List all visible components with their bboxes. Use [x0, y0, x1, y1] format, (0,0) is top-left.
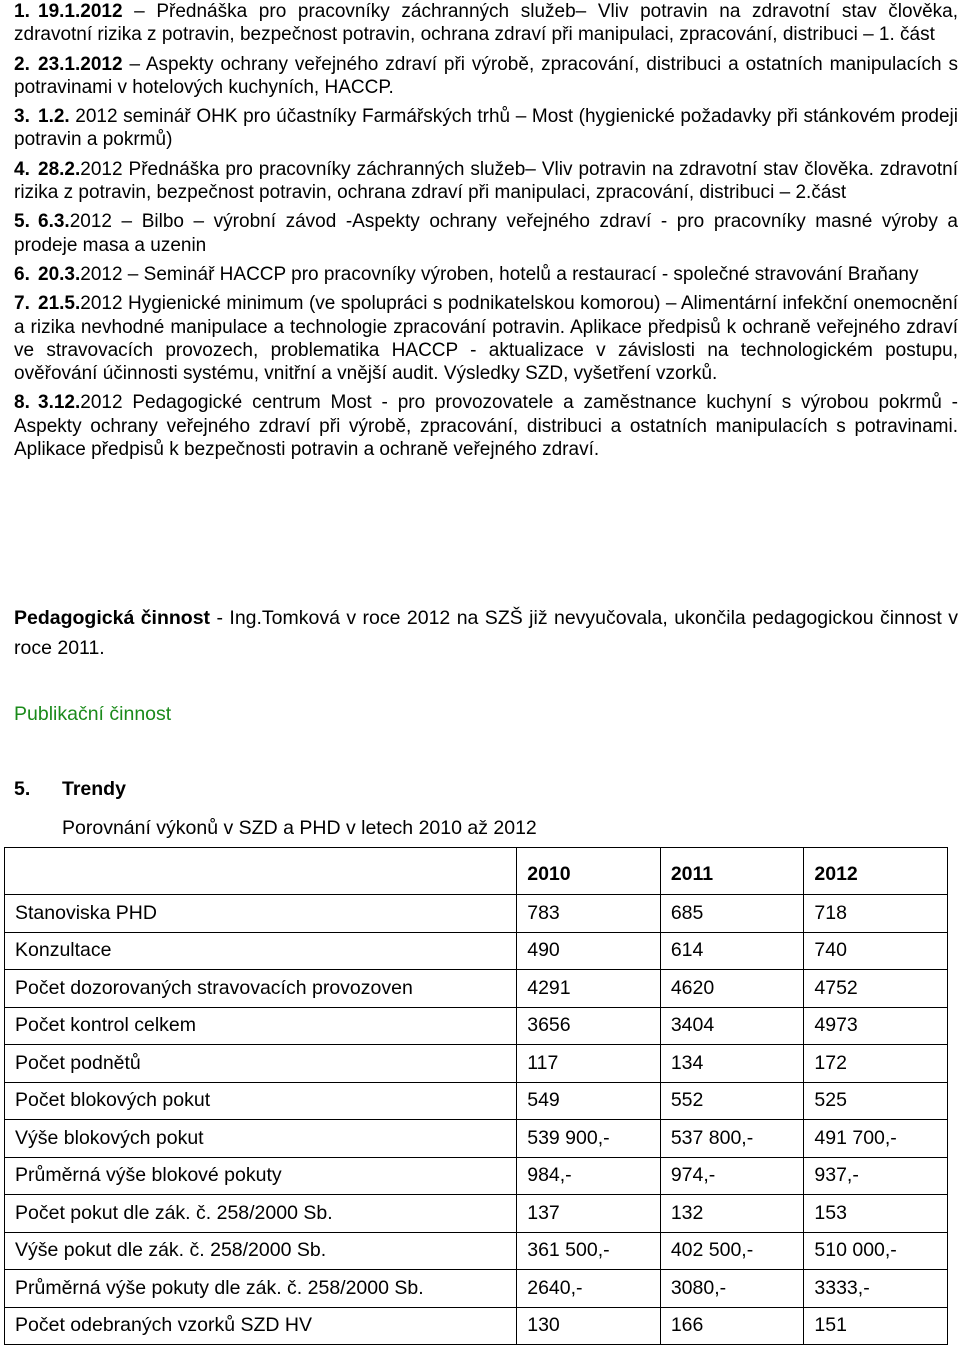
section-number: 5. [14, 778, 31, 800]
item-number: 4. [14, 158, 30, 180]
item-text: – Přednáška pro pracovníky záchranných služeb– Vliv potravin na zdravotní stav člověka, zdravotní rizika z potravin, bezpečnost potravin, ochrana zdraví při manipulaci, zpracování, distribuci – 1. část [14, 1, 958, 46]
table-cell: 510 000,- [804, 1232, 948, 1270]
item-number: 8. [14, 392, 30, 414]
table-row [5, 1157, 948, 1195]
table-row [5, 1232, 948, 1270]
table-row-label: Průměrná výše blokové pokuty [5, 1157, 517, 1195]
table-cell: 3656 [517, 1007, 661, 1045]
table-cell: 549 [517, 1082, 661, 1120]
table-cell: 172 [804, 1045, 948, 1083]
table-cell: 117 [517, 1045, 661, 1083]
table-cell: 552 [660, 1082, 804, 1120]
table-cell: 4973 [804, 1007, 948, 1045]
table-row-label: Počet pokut dle zák. č. 258/2000 Sb. [5, 1195, 517, 1233]
list-item [14, 391, 958, 461]
section-title: Trendy [62, 778, 126, 800]
list-item [14, 158, 958, 205]
table-row-label: Průměrná výše pokuty dle zák. č. 258/2000 Sb. [5, 1270, 517, 1308]
list-item [14, 0, 958, 47]
table-cell: 130 [517, 1307, 661, 1345]
table-cell: 134 [660, 1045, 804, 1083]
table-row [5, 1270, 948, 1308]
item-text: 2012 Hygienické minimum (ve spolupráci s podnikatelskou komorou) – Alimentární infekční onemocnění a rizika nevhodné manipulace a technologie zpracování potravin. Aplikace předpisů k ochraně veřejného zdraví ve stravovacích provozech, problematika HACCP - aktualizace v závislosti na technologickém postupu, ověřování účinnosti systému, vnitřní a vnější audit. Výsledky SZD, vyšetření vzorků. [14, 293, 958, 385]
item-date: 28.2. [38, 158, 81, 180]
table-cell: 539 900,- [517, 1120, 661, 1158]
table-caption: Porovnání výkonů v SZD a PHD v letech 2010 až 2012 [62, 817, 537, 839]
performance-table [4, 847, 948, 1345]
table-header-row [5, 848, 948, 895]
item-text: 2012 Pedagogické centrum Most - pro provozovatele a zaměstnance kuchyní s výrobou pokrmů - Aspekty ochrany veřejného zdraví při výrobě, zpracování, distribuci a ostatních manipulacích s potravinami. Aplikace předpisů k bezpečnosti potravin a ochraně veřejného zdraví. [14, 392, 958, 461]
section-heading [14, 778, 126, 801]
item-date: 20.3. [38, 263, 81, 285]
table-cell: 984,- [517, 1157, 661, 1195]
table-cell: 3333,- [804, 1270, 948, 1308]
table-row [5, 932, 948, 970]
item-number: 3. [14, 106, 30, 128]
table-row [5, 895, 948, 933]
table-cell: 153 [804, 1195, 948, 1233]
table-row [5, 1195, 948, 1233]
table-cell: 4620 [660, 970, 804, 1008]
table-cell: 525 [804, 1082, 948, 1120]
table-row-label: Konzultace [5, 932, 517, 970]
item-text: 2012 seminář OHK pro účastníky Farmářských trhů – Most (hygienické požadavky při stánkovém prodeji potravin a pokrmů) [14, 106, 958, 151]
table-header-cell: 2010 [517, 848, 661, 895]
item-date: 6.3. [38, 211, 70, 233]
table-header-cell: 2011 [660, 848, 804, 895]
table-row [5, 1007, 948, 1045]
table-row-label: Počet blokových pokut [5, 1082, 517, 1120]
table-row-label: Výše pokut dle zák. č. 258/2000 Sb. [5, 1232, 517, 1270]
table-cell: 4291 [517, 970, 661, 1008]
item-date: 3.12. [38, 392, 81, 414]
table-row [5, 970, 948, 1008]
table-row-label: Počet podnětů [5, 1045, 517, 1083]
table-row-label: Výše blokových pokut [5, 1120, 517, 1158]
table-body [5, 895, 948, 1345]
table-row [5, 1045, 948, 1083]
table-row-label: Stanoviska PHD [5, 895, 517, 933]
pedagogical-paragraph [14, 603, 958, 663]
table-header-cell: 2012 [804, 848, 948, 895]
item-text: 2012 Přednáška pro pracovníky záchranných služeb– Vliv potravin na zdravotní stav člověka. zdravotní rizika z potravin, bezpečnost potravin, ochrana zdraví při manipulaci, zpracování, distribuci – 2.část [14, 158, 958, 204]
table-cell: 3404 [660, 1007, 804, 1045]
table-row-label: Počet odebraných vzorků SZD HV [5, 1307, 517, 1345]
item-text: – Aspekty ochrany veřejného zdraví při výrobě, zpracování, distribuci a ostatních manipulacích s potravinami v hotelových kuchyních, HACCP. [14, 53, 958, 98]
item-number: 1. [14, 1, 30, 22]
table-row [5, 1120, 948, 1158]
item-date: 21.5. [38, 293, 81, 315]
publications-heading: Publikační činnost [14, 703, 172, 725]
list-item [14, 53, 958, 100]
table-cell: 937,- [804, 1157, 948, 1195]
table-cell: 3080,- [660, 1270, 804, 1308]
table-cell: 166 [660, 1307, 804, 1345]
table-cell: 490 [517, 932, 661, 970]
item-number: 5. [14, 211, 30, 233]
table-cell: 137 [517, 1195, 661, 1233]
table-cell: 491 700,- [804, 1120, 948, 1158]
table-cell: 740 [804, 932, 948, 970]
table-cell: 4752 [804, 970, 948, 1008]
item-text: 2012 – Seminář HACCP pro pracovníky výroben, hotelů a restaurací - společné stravování Braňany [80, 263, 919, 285]
item-date: 23.1.2012 [38, 53, 123, 75]
table-cell: 614 [660, 932, 804, 970]
table-row [5, 1307, 948, 1345]
item-date: 1.2. [38, 106, 70, 128]
table-cell: 537 800,- [660, 1120, 804, 1158]
document-page [14, 0, 958, 1337]
table-cell: 402 500,- [660, 1232, 804, 1270]
list-item [14, 105, 958, 152]
table-cell: 974,- [660, 1157, 804, 1195]
item-number: 7. [14, 293, 30, 315]
table-cell: 718 [804, 895, 948, 933]
table-cell: 132 [660, 1195, 804, 1233]
pedagogical-label: Pedagogická činnost [14, 607, 211, 629]
activity-list [14, 0, 958, 461]
pedagogical-dash: - [210, 607, 230, 629]
table-cell: 151 [804, 1307, 948, 1345]
list-item [14, 263, 958, 286]
table-row-label: Počet kontrol celkem [5, 1007, 517, 1045]
table-row [5, 1082, 948, 1120]
table-cell: 685 [660, 895, 804, 933]
table-cell: 361 500,- [517, 1232, 661, 1270]
table-cell: 783 [517, 895, 661, 933]
table-cell: 2640,- [517, 1270, 661, 1308]
list-item [14, 292, 958, 385]
table-header-cell [5, 848, 517, 895]
item-number: 6. [14, 263, 30, 285]
pedagogical-text: Ing.Tomková v roce 2012 na SZŠ již nevyučovala, ukončila pedagogickou činnost v roce 2011. [14, 607, 958, 659]
item-number: 2. [14, 53, 30, 75]
item-text: 2012 – Bilbo – výrobní závod -Aspekty ochrany veřejného zdraví - pro pracovníky masné výroby a prodeje masa a uzenin [14, 211, 958, 256]
table-row-label: Počet dozorovaných stravovacích provozoven [5, 970, 517, 1008]
item-date: 19.1.2012 [38, 1, 123, 22]
list-item [14, 210, 958, 257]
